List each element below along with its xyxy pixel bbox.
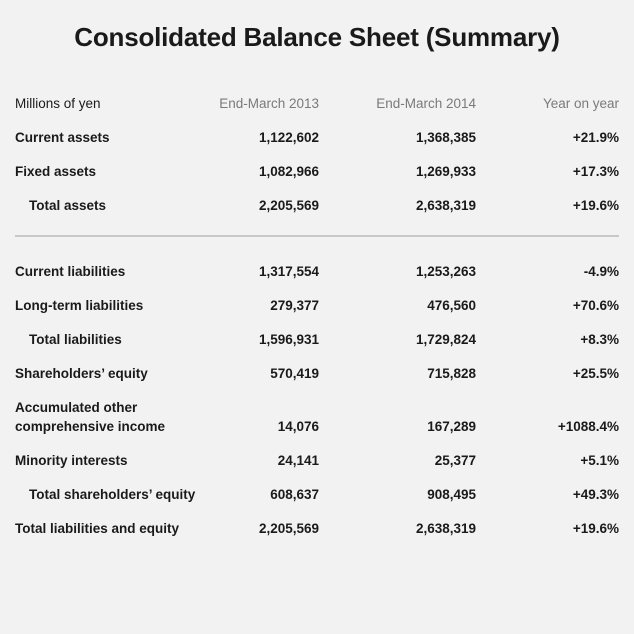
value-2014: 476,560: [427, 298, 476, 313]
value-2014: 1,269,933: [415, 164, 476, 179]
table-row-long-term-liabilities: [15, 287, 619, 321]
value-2013: 2,205,569: [258, 198, 319, 213]
value-yoy: +70.6%: [572, 298, 619, 313]
table-header-row: [15, 85, 619, 119]
value-2014: 167,289: [427, 419, 476, 434]
value-yoy: +19.6%: [572, 198, 619, 213]
value-2014: 908,495: [427, 487, 476, 502]
value-2013: 608,637: [270, 487, 319, 502]
value-2013: 1,317,554: [258, 264, 319, 279]
value-2013: 24,141: [277, 453, 319, 468]
value-2013: 14,076: [277, 419, 319, 434]
value-2014: 1,368,385: [415, 130, 476, 145]
table-row-accumulated-other-comprehensive-income: [15, 389, 619, 442]
row-label: Current liabilities: [15, 264, 126, 279]
row-label: Total liabilities: [29, 332, 122, 347]
value-2013: 1,596,931: [258, 332, 319, 347]
row-label-line2: comprehensive income: [15, 419, 166, 434]
section-divider: [15, 221, 619, 253]
value-yoy: +1088.4%: [557, 419, 619, 434]
value-yoy: +19.6%: [572, 521, 619, 536]
value-yoy: +5.1%: [580, 453, 619, 468]
row-label: Current assets: [15, 130, 110, 145]
table-row-current-assets: [15, 119, 619, 153]
table-row-total-liabilities-and-equity: [15, 510, 619, 544]
value-2013: 279,377: [270, 298, 319, 313]
value-2014: 1,253,263: [415, 264, 476, 279]
value-2014: 1,729,824: [415, 332, 476, 347]
table-row-total-shareholders-equity: [15, 476, 619, 510]
value-yoy: +17.3%: [572, 164, 619, 179]
row-label: Long-term liabilities: [15, 298, 144, 313]
table-row-shareholders-equity: [15, 355, 619, 389]
value-yoy: -4.9%: [583, 264, 619, 279]
value-2014: 2,638,319: [415, 198, 476, 213]
value-yoy: +49.3%: [572, 487, 619, 502]
column-header-2013: End-March 2013: [219, 96, 319, 111]
table-row-fixed-assets: [15, 153, 619, 187]
balance-sheet-table: [15, 85, 619, 544]
table-row-total-liabilities: [15, 321, 619, 355]
value-2014: 25,377: [434, 453, 476, 468]
value-yoy: +25.5%: [572, 366, 619, 381]
column-header-2014: End-March 2014: [376, 96, 476, 111]
row-label: Total assets: [29, 198, 107, 213]
value-2013: 1,082,966: [258, 164, 319, 179]
row-label: Fixed assets: [15, 164, 97, 179]
row-label-line1: Accumulated other: [15, 400, 138, 415]
value-2014: 715,828: [427, 366, 476, 381]
value-2014: 2,638,319: [415, 521, 476, 536]
page-title: Consolidated Balance Sheet (Summary): [74, 22, 560, 52]
row-label: Total liabilities and equity: [15, 521, 180, 536]
value-2013: 1,122,602: [258, 130, 319, 145]
value-yoy: +8.3%: [580, 332, 619, 347]
column-header-yoy: Year on year: [542, 96, 619, 111]
row-label: Minority interests: [15, 453, 128, 468]
row-label: Shareholders’ equity: [15, 366, 148, 381]
value-2013: 2,205,569: [258, 521, 319, 536]
unit-label: Millions of yen: [15, 96, 101, 111]
value-yoy: +21.9%: [572, 130, 619, 145]
value-2013: 570,419: [270, 366, 319, 381]
table-row-minority-interests: [15, 442, 619, 476]
table-row-current-liabilities: [15, 253, 619, 287]
table-row-total-assets: [15, 187, 619, 221]
row-label: Total shareholders’ equity: [29, 487, 196, 502]
